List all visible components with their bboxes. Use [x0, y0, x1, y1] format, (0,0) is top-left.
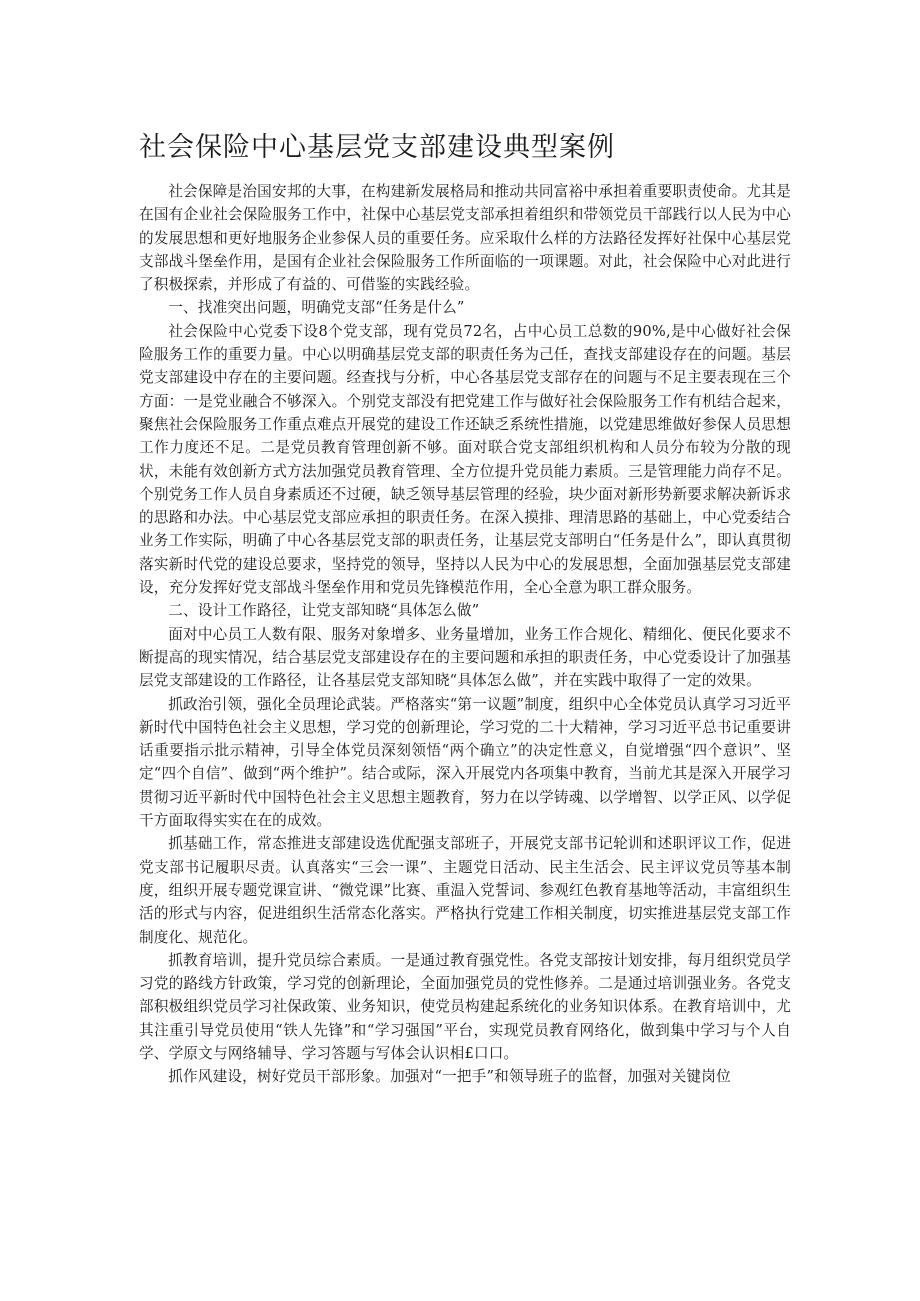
- section-heading-1: 一、找准突出问题，明确党支部“任务是什么”: [168, 299, 465, 317]
- document-title: 社会保险中心基层党支部建设典型案例: [139, 132, 615, 163]
- intro-paragraph: 社会保障是治国安邦的大事，在构建新发展格局和推动共同富裕中承担着重要职责使命。尤其是在国有企业社会保险服务工作中，社保中心基层党支部承担着组织和带领党员干部践行以人民为中心的发展思想和更好地服务企业参保人员的重要任务。应采取什么样的方法路径发挥好社保中心基层党支部战斗堡垒作用，是国有企业社会保险服务工作所面临的一项课题。对此，社会保险中心对此进行了积极探索，并形成了有益的、可借鉴的实践经验。: [139, 183, 791, 294]
- education-training-paragraph: 抓教育培训，提升党员综合素质。一是通过教育强党性。各党支部按计划安排，每月组织党员学习党的路线方针政策，学习党的创新理论，全面加强党员的党性修养。二是通过培训强业务。各党支部积极组织党员学习社保政策、业务知识，使党员构建起系统化的业务知识体系。在教育培训中，尤其注重引导党员使用“铁人先锋”和“学习强国”平台，实现党员教育网络化，做到集中学习与个人自学、学原文与网络辅导、学习答题与写体会认识相£口口。: [139, 951, 791, 1062]
- political-guidance-paragraph: 抓政治引领，强化全员理论武装。严格落实“第一议题”制度，组织中心全体党员认真学习习近平新时代中国特色社会主义思想，学习党的创新理论，学习党的二十大精神，学习习近平总书记重要讲话重要指示批示精神，引导全体党员深刻领悟“两个确立”的决定性意义，自觉增强“四个意识”、坚定“四个自信”、做到“两个维护”。结合或际，深入开展党内各项集中教育，当前尤其是深入开展学习贯彻习近平新时代中国特色社会主义思想主题教育，努力在以学铸魂、以学增智、以学正风、以学促干方面取得实实在在的成效。: [139, 695, 791, 830]
- work-style-paragraph: 抓作风建设，树好党员干部形象。加强对“一把手”和领导班子的监督，加强对关键岗位: [168, 1068, 731, 1086]
- section-heading-2: 二、设计工作路径，让党支部知晓“具体怎么做”: [168, 602, 480, 620]
- section-2-intro-paragraph: 面对中心员工人数有限、服务对象增多、业务量增加，业务工作合规化、精细化、便民化要求不断提高的现实情况，结合基层党支部建设存在的主要问题和承担的职责任务，中心党委设计了加强基层党支部建设的工作路径，让各基层党支部知晓“具体怎么做”，并在实践中取得了一定的效果。: [139, 625, 791, 690]
- document-page: [139, 128, 791, 1089]
- basic-work-paragraph: 抓基础工作，常态推进支部建设选优配强支部班子，开展党支部书记轮训和述职评议工作，促进党支部书记履职尽责。认真落实“三会一课”、主题党日活动、民主生活会、民主评议党员等基本制度，组织开展专题党课宣讲、“微党课”比赛、重温入党誓词、参观红色教育基地等活动，丰富组织生活的形式与内容，促进组织生活常态化落实。严格执行党建工作相关制度，切实推进基层党支部工作制度化、规范化。: [139, 835, 791, 946]
- section-1-paragraph: 社会保险中心党委下设8个党支部，现有党员72名，占中心员工总数的90%,是中心做好社会保险服务工作的重要力量。中心以明确基层党支部的职责任务为己任，查找支部建设存在的问题。基层党支部建设中存在的主要问题。经查找与分析，中心各基层党支部存在的问题与不足主要表现在三个方面：一是党业融合不够深入。个别党支部没有把党建工作与做好社会保险服务工作有机结合起来，聚焦社会保险服务工作重点难点开展党的建设工作还缺乏系统性措施，以党建思维做好参保人员思想工作力度还不足。二是党员教育管理创新不够。面对联合党支部组织机构和人员分布较为分散的现状，未能有效创新方式方法加强党员教育管理、全方位提升党员能力素质。三是管理能力尚存不足。个别党务工作人员自身素质还不过硬，缺乏领导基层管理的经验，块少面对新形势新要求解决新诉求的思路和办法。中心基层党支部应承担的职责任务。在深入摸排、理清思路的基础上，中心党委结合业务工作实际，明确了中心各基层党支部的职责任务，让基层党支部明白“任务是什么”，即认真贯彻落实新时代党的建设总要求，坚持党的领导，坚持以人民为中心的发展思想，全面加强基层党支部建设，充分发挥好党支部战斗堡垒作用和党员先锋模范作用，全心全意为职工群众服务。: [139, 322, 791, 597]
